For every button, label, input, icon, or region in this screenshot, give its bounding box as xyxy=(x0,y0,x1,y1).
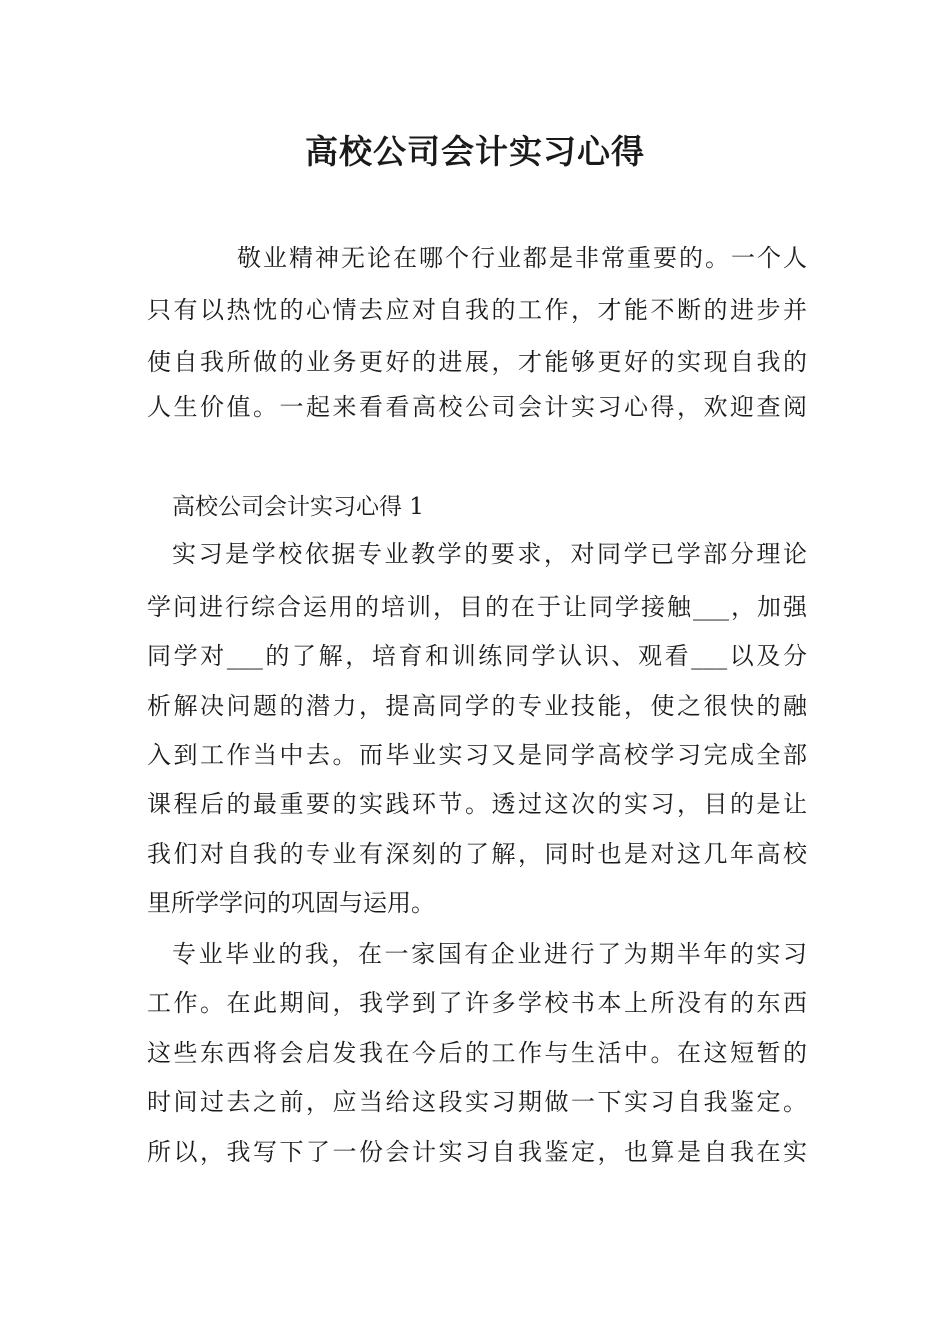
para1-line-1: 实习是学校依据专业教学的要求，对同学已学部分理论 xyxy=(172,540,807,568)
para1-line-2: 学问进行综合运用的培训，目的在于让同学接触___，加强 xyxy=(147,593,807,621)
intro-line-2: 只有以热忱的心情去应对自我的工作，才能不断的进步并 xyxy=(147,296,807,324)
document-title: 高校公司会计实习心得 xyxy=(305,132,645,171)
para2-line-5: 所以，我写下了一份会计实习自我鉴定，也算是自我在实 xyxy=(147,1138,807,1166)
para2-line-2: 工作。在此期间，我学到了许多学校书本上所没有的东西 xyxy=(147,989,807,1017)
para2-line-1: 专业毕业的我，在一家国有企业进行了为期半年的实习 xyxy=(172,940,807,968)
para2-line-4: 时间过去之前，应当给这段实习期做一下实习自我鉴定。 xyxy=(147,1088,807,1116)
para1-line-3: 同学对___的了解，培育和训练同学认识、观看___以及分 xyxy=(147,642,807,670)
para1-line-6: 课程后的最重要的实践环节。透过这次的实习，目的是让 xyxy=(147,790,807,818)
para1-line-8: 里所学学问的巩固与运用。 xyxy=(147,889,435,917)
intro-line-4: 人生价值。一起来看看高校公司会计实习心得，欢迎查阅 xyxy=(147,393,807,421)
intro-line-3: 使自我所做的业务更好的进展，才能够更好的实现自我的 xyxy=(147,348,807,376)
para1-line-7: 我们对自我的专业有深刻的了解，同时也是对这几年高校 xyxy=(147,840,807,868)
para1-line-4: 析解决问题的潜力，提高同学的专业技能，使之很快的融 xyxy=(147,692,807,720)
para2-line-3: 这些东西将会启发我在今后的工作与生活中。在这短暂的 xyxy=(147,1039,807,1067)
section-heading: 高校公司会计实习心得 1 xyxy=(172,494,424,520)
intro-line-1: 敬业精神无论在哪个行业都是非常重要的。一个人 xyxy=(237,244,807,272)
para1-line-5: 入到工作当中去。而毕业实习又是同学高校学习完成全部 xyxy=(147,741,807,769)
